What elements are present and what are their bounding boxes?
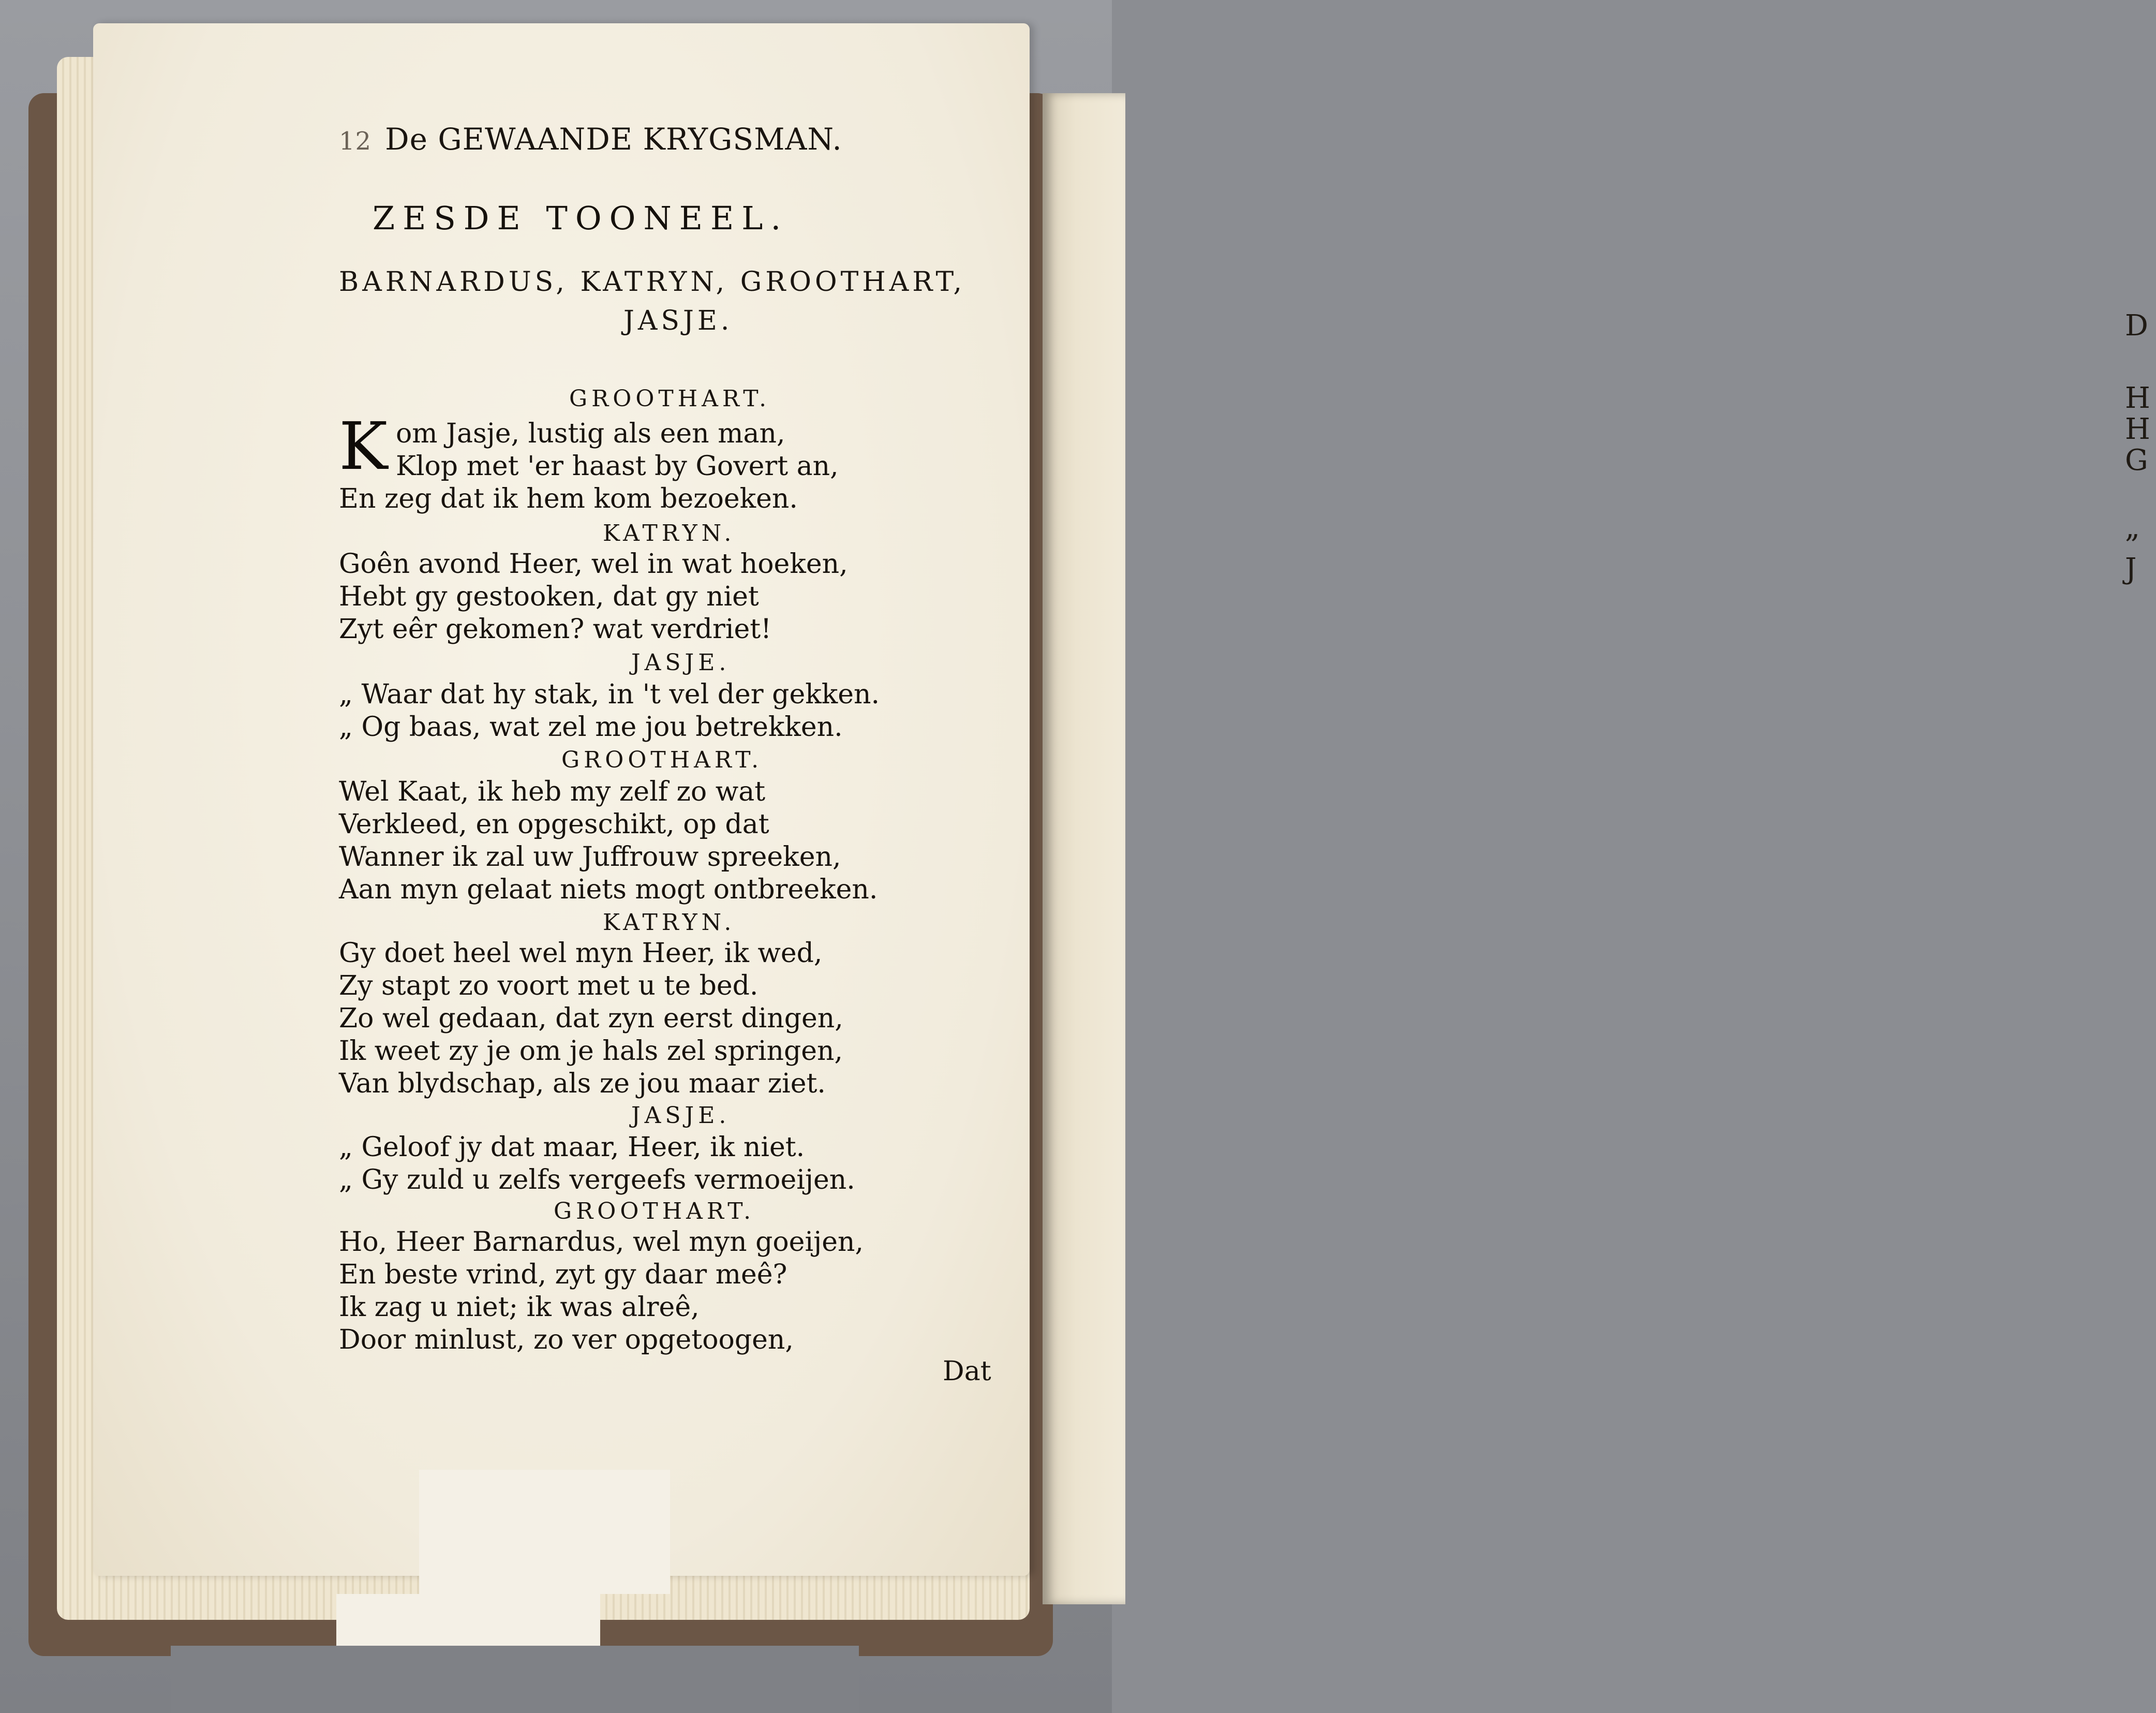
verse-line: „ Og baas, wat zel me jou betrekken. (339, 712, 843, 743)
verse-line: En beste vrind, zyt gy daar meê? (339, 1259, 787, 1290)
verse-line: Gy doet heel wel myn Heer, ik wed, (339, 938, 823, 969)
drop-cap: K (339, 408, 388, 484)
facing-letter: J (2125, 552, 2137, 586)
speaker-heading: GROOTHART. (569, 386, 771, 412)
speaker-heading: KATRYN. (603, 520, 736, 547)
verse-line: En zeg dat ik hem kom bezoeken. (339, 483, 798, 514)
speaker-heading: GROOTHART. (561, 747, 763, 773)
facing-letter: D (2125, 309, 2148, 343)
verse-line: Van blydschap, als ze jou maar ziet. (339, 1068, 826, 1099)
facing-letter: G (2125, 444, 2148, 477)
verse-line: Door minlust, zo ver opgetoogen, (339, 1324, 794, 1355)
verse-line: Zo wel gedaan, dat zyn eerst dingen, (339, 1003, 843, 1034)
verse-line: om Jasje, lustig als een man, (396, 418, 785, 449)
verse-line: „ Geloof jy dat maar, Heer, ik niet. (339, 1132, 805, 1163)
cast-list-line-2: JASJE. (623, 305, 733, 336)
verse-line: Wel Kaat, ik heb my zelf zo wat (339, 776, 766, 807)
speaker-heading: KATRYN. (603, 909, 736, 936)
verse-line: Verkleed, en opgeschikt, op dat (339, 809, 769, 840)
facing-page-text (2125, 311, 2156, 621)
running-head (339, 122, 960, 163)
facing-letter: H (2125, 381, 2150, 415)
verse-line: Zy stapt zo voort met u te bed. (339, 970, 759, 1001)
facing-page (1043, 93, 2150, 1604)
facing-letter: H (2125, 412, 2150, 446)
page-number: 12 (339, 127, 372, 156)
verse-line: „ Waar dat hy stak, in 't vel der gekken. (339, 679, 880, 710)
speaker-heading: JASJE. (631, 1102, 731, 1129)
catchword: Dat (943, 1356, 991, 1387)
verse-line: Wanner ik zal uw Juffrouw spreeken, (339, 841, 841, 873)
verse-line: Klop met 'er haast by Govert an, (396, 451, 839, 482)
scene-title: ZESDE TOONEEL. (373, 199, 789, 237)
verse-line: „ Gy zuld u zelfs vergeefs vermoeijen. (339, 1164, 855, 1195)
verse-line: Ho, Heer Barnardus, wel myn goeijen, (339, 1227, 864, 1258)
verse-line: Hebt gy gestooken, dat gy niet (339, 581, 759, 612)
cast-list-line-1: BARNARDUS, KATRYN, GROOTHART, (339, 267, 966, 298)
facing-letter: „ (2125, 511, 2140, 544)
verse-line: Goên avond Heer, wel in wat hoeken, (339, 549, 848, 580)
redaction-block (171, 1646, 859, 1713)
speaker-heading: GROOTHART. (554, 1198, 755, 1224)
speaker-heading: JASJE. (631, 649, 731, 676)
verse-line: Ik weet zy je om je hals zel springen, (339, 1036, 843, 1067)
verse-line: Aan myn gelaat niets mogt ontbreeken. (339, 874, 878, 905)
running-head-title: De GEWAANDE KRYGSMAN. (385, 122, 842, 157)
verse-line: Ik zag u niet; ik was alreê, (339, 1292, 700, 1323)
redaction-block (419, 1470, 670, 1594)
verse-line: Zyt eêr gekomen? wat verdriet! (339, 614, 772, 645)
